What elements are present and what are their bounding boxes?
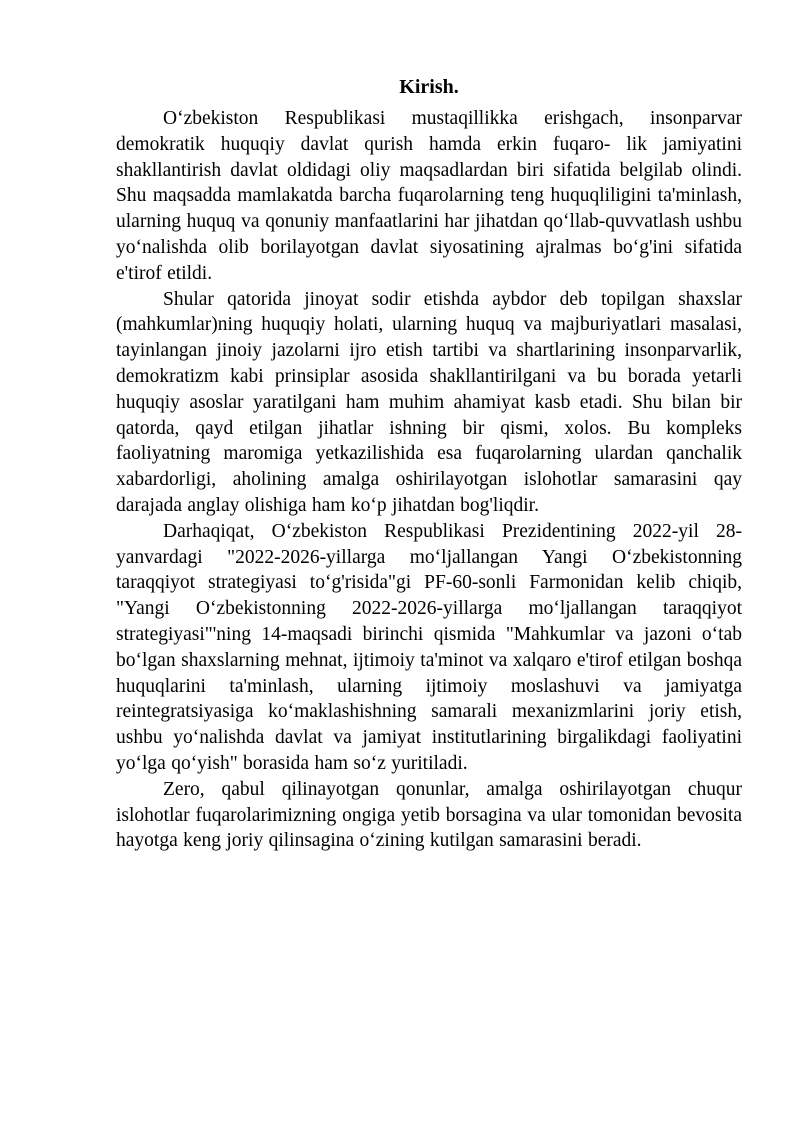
paragraph-3: Darhaqiqat, O‘zbekiston Respublikasi Prezidentining 2022-yil 28-yanvardagi "2022-2026-yillarga mo‘ljallangan Yangi O‘zbekistonning taraqqiyot strategiyasi to‘g'risida"gi PF-60-sonli Farmonidan kelib chiqib, "Yangi O‘zbekistonning 2022-2026-yillarga mo‘ljallangan taraqqiyot strategiyasi"'ning 14-maqsadi birinchi qismida "Mahkumlar va jazoni o‘tab bo‘lgan shaxslarning mehnat, ijtimoiy ta'minot va xalqaro e'tirof etilgan boshqa huquqlarini ta'minlash, ularning ijtimoiy moslashuvi va jamiyatga reintegratsiyasiga ko‘maklashishning samarali mexanizmlarini joriy etish, ushbu yo‘nalishda davlat va jamiyat institutlarining birgalikdagi faoliyatini yo‘lga qo‘yish" borasida ham so‘z yuritiladi. <box>116 520 742 774</box>
paragraph-4: Zero, qabul qilinayotgan qonunlar, amalga oshirilayotgan chuqur islohotlar fuqarolarimizning ongiga yetib borsagina va ular tomonidan bevosita hayotga keng joriy qilinsagina o‘zining kutilgan samarasini beradi. <box>116 778 742 852</box>
paragraph-2: Shular qatorida jinoyat sodir etishda aybdor deb topilgan shaxslar (mahkumlar)ning huquqiy holati, ularning huquq va majburiyatlari masalasi, tayinlangan jinoiy jazolarni ijro etish tartibi va shartlarining insonparvarlik, demokratizm kabi prinsiplar asosida shakllantirilgani va bu borada yetarli huquqiy asoslar yaratilgani ham muhim ahamiyat kasb etadi. Shu bilan bir qatorda, qayd etilgan jihatlar ishning bir qismi, xolos. Bu kompleks faoliyatning maromiga yetkazilishida esa fuqarolarning ulardan qanchalik xabardorligi, aholining amalga oshirilayotgan islohotlar samarasini qay darajada anglay olishiga ham ko‘p jihatdan bog'liqdir. <box>116 288 742 516</box>
document-page <box>116 74 742 854</box>
paragraph-1: O‘zbekiston Respublikasi mustaqillikka erishgach, insonparvar demokratik huquqiy davlat qurish hamda erkin fuqaro- lik jamiyatini shakllantirish davlat oldidagi oliy maqsadlardan biri sifatida belgilab olindi. Shu maqsadda mamlakatda barcha fuqarolarning teng huquqliligini ta'minlash, ularning huquq va qonuniy manfaatlarini har jihatdan qo‘llab-quvvatlash ushbu yo‘nalishda olib borilayotgan davlat siyosatining ajralmas bo‘g'ini sifatida e'tirof etildi. <box>116 108 742 284</box>
document-title: Kirish. <box>399 76 459 98</box>
